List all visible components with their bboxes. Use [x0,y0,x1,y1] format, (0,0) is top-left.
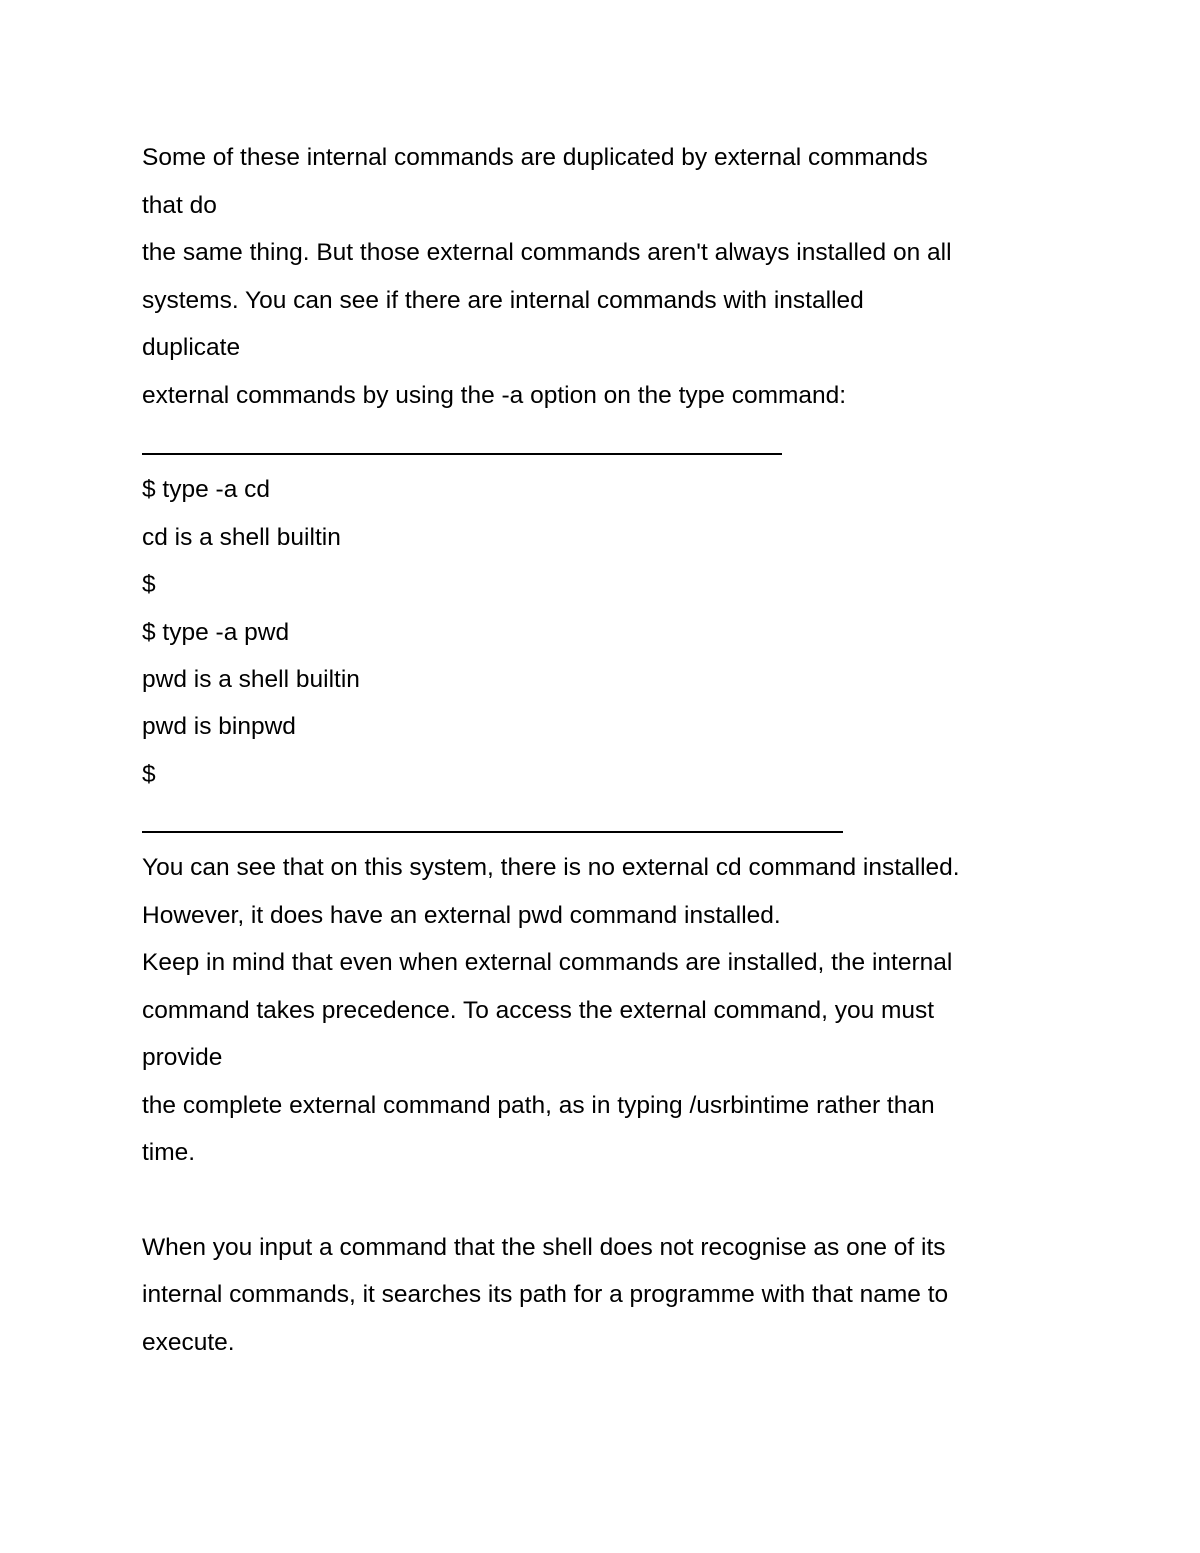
paragraph-1-line-5: duplicate [142,334,241,361]
paragraph-1-line-3: the same thing. But those external commands aren't always installed on all [142,239,952,266]
paragraph-1-line-2: that do [142,192,217,219]
code-line-6: pwd is binpwd [142,713,296,740]
paragraph-3-line-2: internal commands, it searches its path for a programme with that name to [142,1281,949,1308]
code-line-4: $ type -a pwd [142,619,290,646]
paragraph-2-line-2: However, it does have an external pwd command installed. [142,902,781,929]
paragraph-2-line-1: You can see that on this system, there is no external cd command installed. [142,854,960,881]
code-line-5: pwd is a shell builtin [142,666,360,693]
code-line-2: cd is a shell builtin [142,524,341,551]
paragraph-2-line-4: command takes precedence. To access the external command, you must [142,997,935,1024]
paragraph-3-line-3: execute. [142,1329,235,1356]
bottom-divider-rule [142,831,843,833]
paragraph-1-line-6: external commands by using the -a option on the type command: [142,382,847,409]
paragraph-1-line-1: Some of these internal commands are duplicated by external commands [142,144,928,171]
paragraph-2-line-6: the complete external command path, as in typing /usrbintime rather than [142,1092,935,1119]
paragraph-1-line-4: systems. You can see if there are internal commands with installed [142,287,864,314]
paragraph-2-line-7: time. [142,1139,196,1166]
top-divider-rule [142,453,782,455]
code-line-7: $ [142,761,156,788]
paragraph-3-line-1: When you input a command that the shell does not recognise as one of its [142,1234,946,1261]
code-line-1: $ type -a cd [142,476,271,503]
code-line-3: $ [142,571,156,598]
paragraph-2-line-5: provide [142,1044,223,1071]
paragraph-2-line-3: Keep in mind that even when external commands are installed, the internal [142,949,953,976]
